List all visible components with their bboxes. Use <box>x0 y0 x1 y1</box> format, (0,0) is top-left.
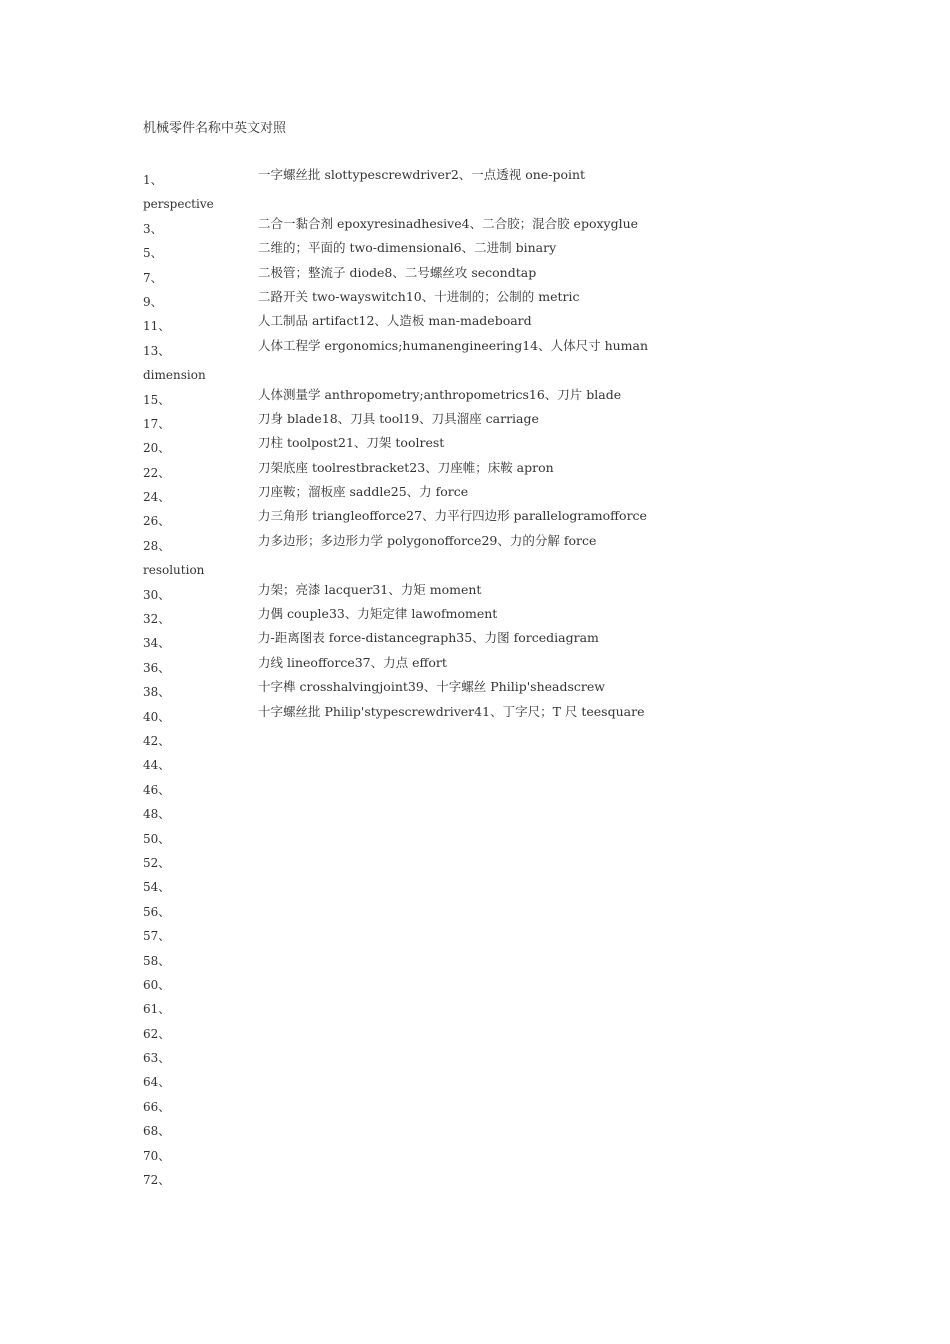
item-number: perspective <box>143 197 214 212</box>
item-number: 17、 <box>143 416 171 431</box>
item-number: resolution <box>143 563 205 578</box>
item-number: 28、 <box>143 538 171 553</box>
item-number: 48、 <box>143 807 171 822</box>
term-entry: 十字榫 crosshalvingjoint39、十字螺丝 Philip'sheadscrew <box>258 679 605 695</box>
item-number: 61、 <box>143 1002 171 1017</box>
term-entry <box>258 190 938 214</box>
item-number: 66、 <box>143 1099 171 1114</box>
item-number: 63、 <box>143 1051 171 1066</box>
item-number: 11、 <box>143 319 171 334</box>
item-number: 70、 <box>143 1148 171 1163</box>
item-number: 3、 <box>143 221 163 236</box>
term-entry: 人体测量学 anthropometry;anthropometrics16、刀片 blade <box>258 386 622 402</box>
term-entry: 力三角形 triangleofforce27、力平行四边形 parallelogramofforce <box>258 508 647 524</box>
item-number: 20、 <box>143 441 171 456</box>
term-entry: 刀柱 toolpost21、刀架 toolrest <box>258 435 445 451</box>
item-number: 32、 <box>143 612 171 627</box>
item-number: 44、 <box>143 758 171 773</box>
term-entry: 力线 lineofforce37、力点 effort <box>258 654 447 670</box>
item-number: 34、 <box>143 636 171 651</box>
term-entry <box>258 556 938 580</box>
term-entry: 力架；亮漆 lacquer31、力矩 moment <box>258 581 482 597</box>
item-number: 50、 <box>143 831 171 846</box>
item-number: 52、 <box>143 855 171 870</box>
item-number: 40、 <box>143 709 171 724</box>
item-number: 54、 <box>143 880 171 895</box>
term-entry: 十字螺丝批 Philip'stypescrewdriver41、丁字尺；T 尺 teesquare <box>258 703 645 719</box>
item-number: 9、 <box>143 294 163 309</box>
term-list-column <box>258 166 938 727</box>
term-entry: 二维的；平面的 two-dimensional6、二进制 binary <box>258 240 557 256</box>
item-number: 30、 <box>143 587 171 602</box>
item-number: 38、 <box>143 685 171 700</box>
item-number: 64、 <box>143 1075 171 1090</box>
item-number: 58、 <box>143 953 171 968</box>
term-entry: 刀座鞍；溜板座 saddle25、力 force <box>258 484 469 500</box>
term-entry: 人工制品 artifact12、人造板 man-madeboard <box>258 313 532 329</box>
item-number: 57、 <box>143 929 171 944</box>
item-number: 72、 <box>143 1173 171 1188</box>
item-number: 13、 <box>143 343 171 358</box>
term-entry: 力偶 couple33、力矩定律 lawofmoment <box>258 606 498 622</box>
item-number: 60、 <box>143 977 171 992</box>
item-number: 56、 <box>143 904 171 919</box>
term-entry: 人体工程学 ergonomics;humanengineering14、人体尺寸 human <box>258 337 649 353</box>
item-number: 5、 <box>143 246 163 261</box>
term-entry: 二极管；整流子 diode8、二号螺丝攻 secondtap <box>258 264 537 280</box>
item-number: 68、 <box>143 1124 171 1139</box>
item-number: 22、 <box>143 465 171 480</box>
item-number: 36、 <box>143 660 171 675</box>
item-number: 15、 <box>143 392 171 407</box>
item-number-column <box>143 171 253 1195</box>
item-number: 62、 <box>143 1026 171 1041</box>
term-entry: 力-距离图表 force-distancegraph35、力图 forcediagram <box>258 630 599 646</box>
item-number: 26、 <box>143 514 171 529</box>
term-entry: 一字螺丝批 slottypescrewdriver2、一点透视 one-point <box>258 167 586 182</box>
item-number: 7、 <box>143 270 163 285</box>
term-entry: 二合一黏合剂 epoxyresinadhesive4、二合胶；混合胶 epoxyglue <box>258 215 639 231</box>
item-number: 46、 <box>143 782 171 797</box>
term-entry: 力多边形；多边形力学 polygonofforce29、力的分解 force <box>258 532 597 548</box>
term-entry: 刀架底座 toolrestbracket23、刀座帷；床鞍 apron <box>258 459 554 475</box>
term-entry: 刀身 blade18、刀具 tool19、刀具溜座 carriage <box>258 410 539 426</box>
item-number: 1、 <box>143 173 163 187</box>
document-title: 机械零件名称中英文对照 <box>143 121 287 136</box>
item-number: 24、 <box>143 490 171 505</box>
item-number: 42、 <box>143 733 171 748</box>
term-entry: 二路开关 two-wayswitch10、十进制的；公制的 metric <box>258 288 580 304</box>
term-entry <box>258 361 938 385</box>
item-number: dimension <box>143 368 206 383</box>
